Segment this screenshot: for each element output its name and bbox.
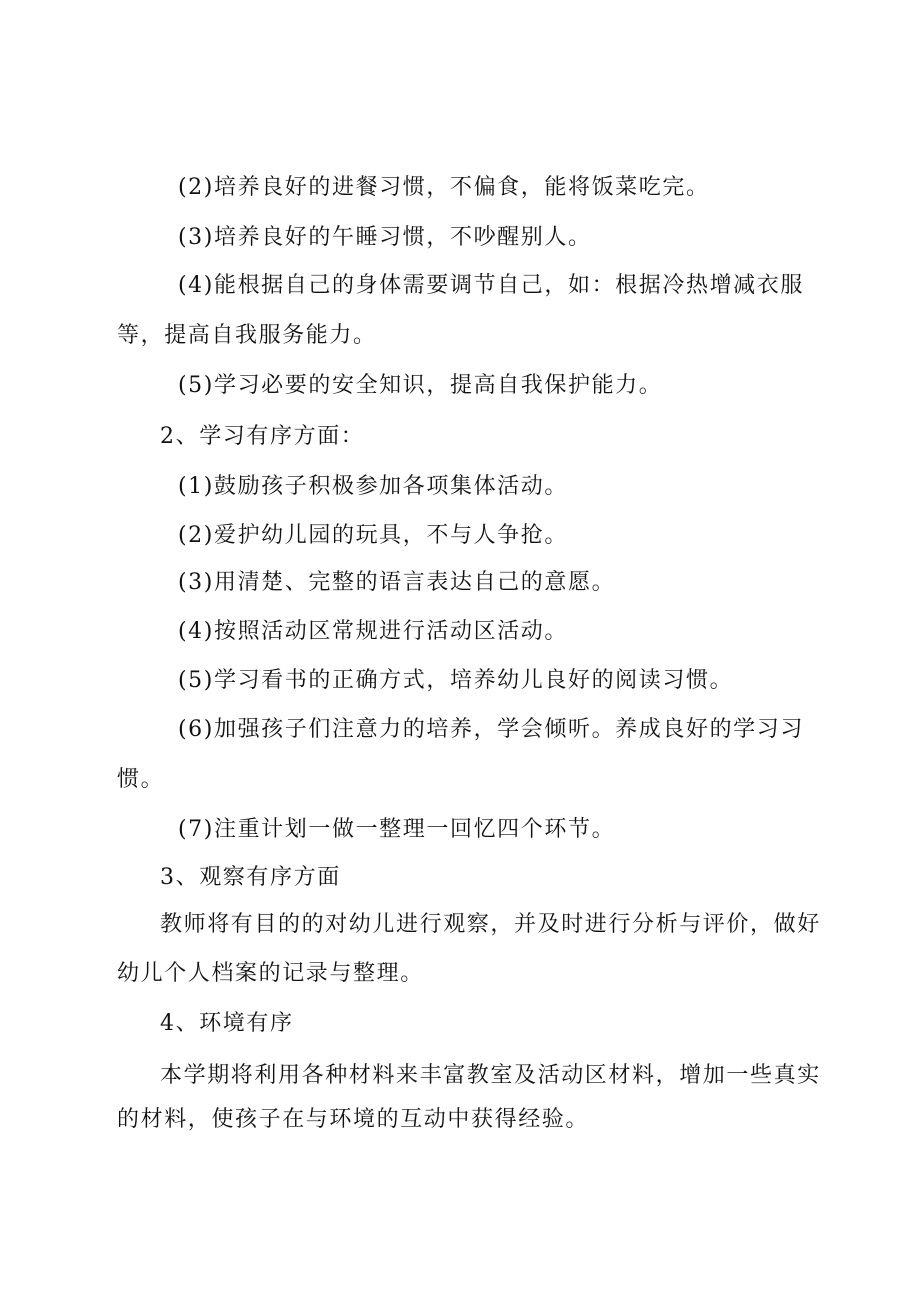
section-heading-environment: 4、环境有序: [160, 1011, 294, 1036]
section-heading-observation: 3、观察有序方面: [160, 865, 341, 890]
list-item-safety: (5)学习必要的安全知识，提高自我保护能力。: [178, 373, 663, 398]
list-item-reading: (5)学习看书的正确方式，培养幼儿良好的阅读习惯。: [178, 668, 734, 693]
paragraph-observation: 教师将有目的的对幼儿进行观察，并及时进行分析与评价，做好: [160, 912, 821, 937]
paragraph-observation-cont: 幼儿个人档案的记录与整理。: [117, 961, 424, 986]
list-item-activity-area: (4)按照活动区常规进行活动区活动。: [178, 619, 568, 644]
section-heading-learning: 2、学习有序方面：: [160, 424, 365, 449]
list-item-language: (3)用清楚、完整的语言表达自己的意愿。: [178, 570, 616, 595]
list-item-dining-habit: (2)培养良好的进餐习惯，不偏食，能将饭菜吃完。: [178, 175, 710, 200]
list-item-toys: (2)爱护幼儿园的玩具，不与人争抢。: [178, 523, 568, 548]
list-item-nap-habit: (3)培养良好的午睡习惯，不吵醒别人。: [178, 225, 592, 250]
paragraph-environment: 本学期将利用各种材料来丰富教室及活动区材料，增加一些真实: [160, 1063, 821, 1088]
list-item-group-activities: (1)鼓励孩子积极参加各项集体活动。: [178, 474, 568, 499]
paragraph-environment-cont: 的材料，使孩子在与环境的互动中获得经验。: [117, 1107, 590, 1132]
list-item-self-adjust: (4)能根据自己的身体需要调节自己，如：根据冷热增减衣服: [178, 273, 804, 298]
list-item-self-adjust-cont: 等，提高自我服务能力。: [117, 323, 377, 348]
list-item-plan-cycle: (7)注重计划一做一整理一回忆四个环节。: [178, 817, 616, 842]
list-item-attention-cont: 惯。: [117, 767, 165, 792]
list-item-attention: (6)加强孩子们注意力的培养，学会倾听。养成良好的学习习: [178, 717, 804, 742]
